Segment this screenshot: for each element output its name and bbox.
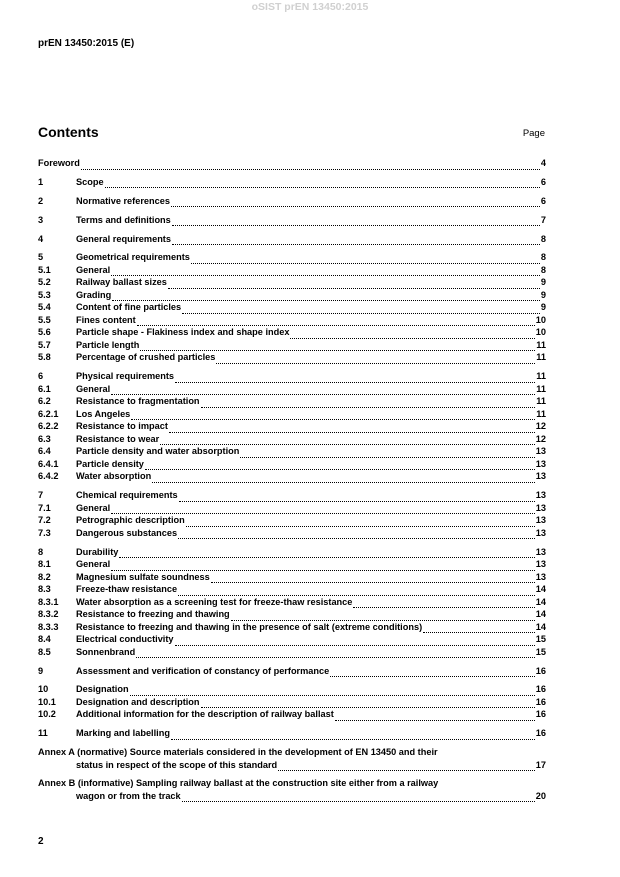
- dot-leader: [353, 598, 534, 608]
- document-id: prEN 13450:2015 (E): [38, 38, 135, 49]
- dot-leader: [130, 686, 535, 696]
- toc-entry-title: Fines content: [76, 314, 136, 325]
- toc-entry-number: 5.7: [38, 339, 51, 350]
- toc-entry-title: Chemical requirements: [76, 490, 178, 501]
- dot-leader: [172, 216, 540, 226]
- toc-entry-page: 16: [535, 684, 546, 695]
- toc-entry[interactable]: [38, 214, 546, 227]
- toc-entry[interactable]: [38, 608, 546, 621]
- toc-entry-page: 10: [535, 327, 546, 338]
- toc-entry-page: 7: [540, 214, 546, 225]
- toc-entry-page: 13: [535, 502, 546, 513]
- toc-entry-number: 8.3.1: [38, 596, 59, 607]
- dot-leader: [191, 254, 540, 264]
- toc-entry-title: General requirements: [76, 233, 171, 244]
- toc-entry[interactable]: [38, 433, 546, 446]
- toc-entry-page: 15: [535, 634, 546, 645]
- dot-leader: [171, 730, 535, 740]
- toc-entry-title: General: [76, 502, 111, 513]
- toc-entry-title: Magnesium sulfate soundness: [76, 571, 210, 582]
- toc-entry-title: Marking and labelling: [76, 728, 170, 739]
- dot-leader: [111, 561, 535, 571]
- page-number: 2: [38, 836, 44, 847]
- toc-entry[interactable]: [38, 370, 546, 383]
- toc-entry[interactable]: [38, 696, 546, 709]
- toc-entry[interactable]: [38, 195, 546, 208]
- toc-entry-number: 11: [38, 728, 48, 739]
- toc-annex-entry[interactable]: [38, 777, 546, 802]
- toc-entry-number: 6.4.1: [38, 458, 59, 469]
- toc-entry[interactable]: [38, 646, 546, 659]
- toc-entry-number: 7.2: [38, 515, 51, 526]
- toc-entry-number: 5.3: [38, 289, 51, 300]
- toc-entry-title: General: [76, 264, 111, 275]
- toc-entry-number: 5.4: [38, 302, 51, 313]
- toc-entry-number: 6.2.1: [38, 408, 59, 419]
- toc-entry-page: 8: [540, 233, 546, 244]
- toc-entry[interactable]: [38, 157, 546, 170]
- dot-leader: [178, 529, 535, 539]
- toc-entry-title: Durability: [76, 546, 119, 557]
- toc-entry-title: Foreword: [38, 158, 80, 168]
- toc-entry-number: 6.1: [38, 383, 51, 394]
- toc-entry[interactable]: [38, 665, 546, 678]
- dot-leader: [136, 648, 535, 658]
- toc-annex-entry[interactable]: [38, 746, 546, 771]
- toc-entry-page: 6: [540, 176, 546, 187]
- toc-entry-number: 8.2: [38, 571, 51, 582]
- dot-leader: [335, 711, 535, 721]
- toc-entry-title: General: [76, 559, 111, 570]
- toc-entry-number: 8.1: [38, 559, 51, 570]
- toc-entry-title: Resistance to impact: [76, 421, 168, 432]
- toc-entry-title: Electrical conductivity: [76, 634, 174, 645]
- toc-entry-number: 6.4: [38, 446, 51, 457]
- toc-annex-title: Annex B (informative) Sampling railway ballast at the construction site either from a railway: [38, 778, 439, 789]
- toc-entry-page: 9: [540, 302, 546, 313]
- toc-entry-number: 10.2: [38, 709, 56, 720]
- dot-leader: [152, 473, 535, 483]
- toc-entry[interactable]: [38, 470, 546, 483]
- page-column-label: Page: [522, 128, 545, 139]
- toc-entry-title: Resistance to fragmentation: [76, 396, 200, 407]
- dot-leader: [169, 423, 535, 433]
- dot-leader: [137, 316, 535, 326]
- dot-leader: [111, 266, 540, 276]
- dot-leader: [175, 636, 535, 646]
- toc-entry-number: 6.2: [38, 396, 51, 407]
- toc-entry-title: Particle shape - Flakiness index and shape index: [76, 327, 290, 338]
- dot-leader: [211, 573, 535, 583]
- dot-leader: [145, 460, 535, 470]
- dot-leader: [201, 398, 536, 408]
- toc-entry-number: 10: [38, 684, 49, 695]
- toc-entry-page: 10: [535, 314, 546, 325]
- dot-leader: [179, 492, 535, 502]
- toc-entry-page: 13: [535, 446, 546, 457]
- toc-entry-title: Resistance to freezing and thawing in the presence of salt (extreme conditions): [76, 621, 423, 632]
- toc-entry[interactable]: [38, 633, 546, 646]
- toc-entry[interactable]: [38, 583, 546, 596]
- toc-entry-number: 4: [38, 233, 44, 244]
- dot-leader: [231, 611, 535, 621]
- toc-entry[interactable]: [38, 445, 546, 458]
- toc-entry-title: Particle density: [76, 458, 144, 469]
- toc-entry-page: 9: [540, 289, 546, 300]
- toc-entry[interactable]: [38, 395, 546, 408]
- toc-entry[interactable]: [38, 502, 546, 515]
- toc-entry-title: Sonnenbrand: [76, 646, 136, 657]
- toc-entry-title: Normative references: [76, 195, 170, 206]
- toc-entry-title: Geometrical requirements: [76, 252, 190, 263]
- toc-entry-number: 7.3: [38, 527, 51, 538]
- toc-entry-title: Water absorption: [76, 471, 152, 482]
- toc-entry-title: Physical requirements: [76, 371, 175, 382]
- toc-entry-page: 14: [535, 621, 546, 632]
- toc-annex-subtitle: wagon or from the track: [76, 790, 181, 801]
- toc-entry-page: 16: [535, 709, 546, 720]
- toc-entry-title: Freeze-thaw resistance: [76, 584, 178, 595]
- dot-leader: [140, 341, 535, 351]
- dot-leader: [330, 667, 535, 677]
- toc-entry-number: 9: [38, 665, 44, 676]
- toc-entry-number: 6: [38, 371, 44, 382]
- dot-leader: [175, 373, 535, 383]
- toc-annex-page: 20: [535, 790, 546, 801]
- dot-leader: [182, 304, 540, 314]
- toc-entry[interactable]: [38, 514, 546, 527]
- dot-leader: [131, 410, 535, 420]
- toc-entry[interactable]: [38, 596, 546, 609]
- toc-entry-page: 8: [540, 264, 546, 275]
- toc-entry-title: Content of fine particles: [76, 302, 182, 313]
- toc-entry[interactable]: [38, 233, 546, 246]
- toc-annex-page: 17: [535, 759, 546, 770]
- dot-leader: [186, 517, 535, 527]
- toc-entry-number: 6.4.2: [38, 471, 59, 482]
- toc-annex-subtitle: status in respect of the scope of this standard: [76, 759, 278, 770]
- toc-entry-title: Los Angeles: [76, 408, 131, 419]
- dot-leader: [168, 279, 540, 289]
- toc-entry[interactable]: [38, 420, 546, 433]
- toc-entry-page: 13: [535, 571, 546, 582]
- dot-leader: [240, 448, 534, 458]
- toc-entry-number: 5: [38, 252, 44, 263]
- toc-entry-number: 8.5: [38, 646, 51, 657]
- toc-entry-title: Petrographic description: [76, 515, 185, 526]
- toc-entry-number: 8.4: [38, 634, 51, 645]
- toc-entry-title: Particle length: [76, 339, 140, 350]
- toc-entry-number: 8.3.3: [38, 621, 59, 632]
- toc-entry[interactable]: [38, 527, 546, 540]
- toc-entry-page: 4: [540, 158, 546, 168]
- dot-leader: [81, 160, 540, 170]
- dot-leader: [216, 354, 535, 364]
- dot-leader: [119, 548, 534, 558]
- toc-entry-page: 13: [535, 490, 546, 501]
- toc-entry-page: 16: [535, 728, 546, 739]
- toc-entry-page: 11: [536, 339, 546, 350]
- toc-entry[interactable]: [38, 301, 546, 314]
- toc-entry-page: 13: [535, 559, 546, 570]
- toc-entry[interactable]: [38, 489, 546, 502]
- toc-entry-number: 5.5: [38, 314, 51, 325]
- toc-entry-page: 12: [535, 433, 546, 444]
- toc-entry-page: 11: [536, 371, 546, 382]
- toc-entry-title: Resistance to freezing and thawing: [76, 609, 230, 620]
- toc-entry-page: 16: [535, 665, 546, 676]
- toc-entry-page: 11: [536, 383, 546, 394]
- toc-entry-number: 5.6: [38, 327, 51, 338]
- toc-entry-number: 8.3: [38, 584, 51, 595]
- toc-entry-number: 2: [38, 195, 44, 206]
- toc-entry-title: Additional information for the description of railway ballast: [76, 709, 334, 720]
- toc-entry-page: 9: [540, 277, 546, 288]
- toc-entry-title: Dangerous substances: [76, 527, 178, 538]
- toc-entry-title: Particle density and water absorption: [76, 446, 240, 457]
- toc-entry-title: Terms and definitions: [76, 214, 171, 225]
- toc-entry[interactable]: [38, 264, 546, 277]
- dot-leader: [111, 504, 535, 514]
- toc-entry-page: 14: [535, 609, 546, 620]
- dot-leader: [172, 235, 540, 245]
- toc-entry-page: 14: [535, 596, 546, 607]
- toc-entry-number: 1: [38, 176, 44, 187]
- toc-entry-title: Percentage of crushed particles: [76, 352, 216, 363]
- toc-entry[interactable]: [38, 276, 546, 289]
- dot-leader: [160, 435, 535, 445]
- toc-annex-line: [38, 759, 546, 771]
- toc-entry[interactable]: [38, 339, 546, 352]
- dot-leader: [278, 761, 535, 771]
- toc-annex-title: Annex A (normative) Source materials considered in the development of EN 13450 and their: [38, 747, 438, 758]
- toc-entry-title: Designation and description: [76, 696, 200, 707]
- toc-entry-page: 8: [540, 252, 546, 263]
- toc-entry-number: 7.1: [38, 502, 51, 513]
- toc-entry[interactable]: [38, 351, 546, 364]
- toc-annex-line: [38, 790, 546, 802]
- toc-entry-title: Grading: [76, 289, 112, 300]
- toc-entry[interactable]: [38, 621, 546, 634]
- toc-entry-page: 15: [535, 646, 546, 657]
- dot-leader: [182, 792, 535, 802]
- toc-entry[interactable]: [38, 683, 546, 696]
- toc-entry[interactable]: [38, 546, 546, 559]
- toc-entry[interactable]: [38, 251, 546, 264]
- toc-entry-number: 5.2: [38, 277, 51, 288]
- toc-entry-page: 14: [535, 584, 546, 595]
- toc-entry-title: Assessment and verification of constancy of performance: [76, 665, 330, 676]
- toc-entry-number: 6.3: [38, 433, 51, 444]
- toc-entry[interactable]: [38, 326, 546, 339]
- toc-entry[interactable]: [38, 727, 546, 740]
- toc-entry-number: 7: [38, 490, 44, 501]
- toc-entry-number: 8.3.2: [38, 609, 59, 620]
- toc-entry-page: 13: [535, 546, 546, 557]
- toc-entry[interactable]: [38, 408, 546, 421]
- toc-entry-page: 11: [536, 352, 546, 363]
- toc-entry[interactable]: [38, 176, 546, 189]
- toc-entry-title: Resistance to wear: [76, 433, 160, 444]
- watermark: oSIST prEN 13450:2015: [251, 1, 369, 13]
- dot-leader: [105, 178, 540, 188]
- toc-entry-number: 6.2.2: [38, 421, 59, 432]
- contents-title: Contents: [38, 124, 99, 140]
- toc-entry-title: Designation: [76, 684, 129, 695]
- toc-entry-title: General: [76, 383, 111, 394]
- dot-leader: [201, 698, 535, 708]
- toc-entry[interactable]: [38, 558, 546, 571]
- dot-leader: [290, 329, 534, 339]
- toc-entry-number: 5.8: [38, 352, 51, 363]
- toc-entry-page: 11: [536, 408, 546, 419]
- toc-entry[interactable]: [38, 708, 546, 721]
- toc-entry-number: 10.1: [38, 696, 56, 707]
- toc-entry-number: 5.1: [38, 264, 51, 275]
- toc-entry-page: 13: [535, 471, 546, 482]
- toc-entry-title: Railway ballast sizes: [76, 277, 167, 288]
- toc-entry[interactable]: [38, 571, 546, 584]
- dot-leader: [111, 385, 535, 395]
- toc-entry-title: Water absorption as a screening test for freeze-thaw resistance: [76, 596, 353, 607]
- dot-leader: [178, 586, 535, 596]
- toc-entry[interactable]: [38, 383, 546, 396]
- toc-entry[interactable]: [38, 314, 546, 327]
- toc-entry-number: 3: [38, 214, 44, 225]
- toc-entry-page: 13: [535, 458, 546, 469]
- dot-leader: [423, 623, 535, 633]
- toc-entry-page: 12: [535, 421, 546, 432]
- toc-entry-page: 16: [535, 696, 546, 707]
- toc-entry-page: 11: [536, 396, 546, 407]
- toc-entry-title: Scope: [76, 176, 104, 187]
- toc-entry-number: 8: [38, 546, 44, 557]
- toc-entry-page: 13: [535, 515, 546, 526]
- toc-entry-page: 6: [540, 195, 546, 206]
- dot-leader: [112, 291, 540, 301]
- toc-entry-page: 13: [535, 527, 546, 538]
- table-of-contents: [38, 157, 546, 802]
- toc-entry[interactable]: [38, 458, 546, 471]
- dot-leader: [171, 197, 540, 207]
- toc-entry[interactable]: [38, 289, 546, 302]
